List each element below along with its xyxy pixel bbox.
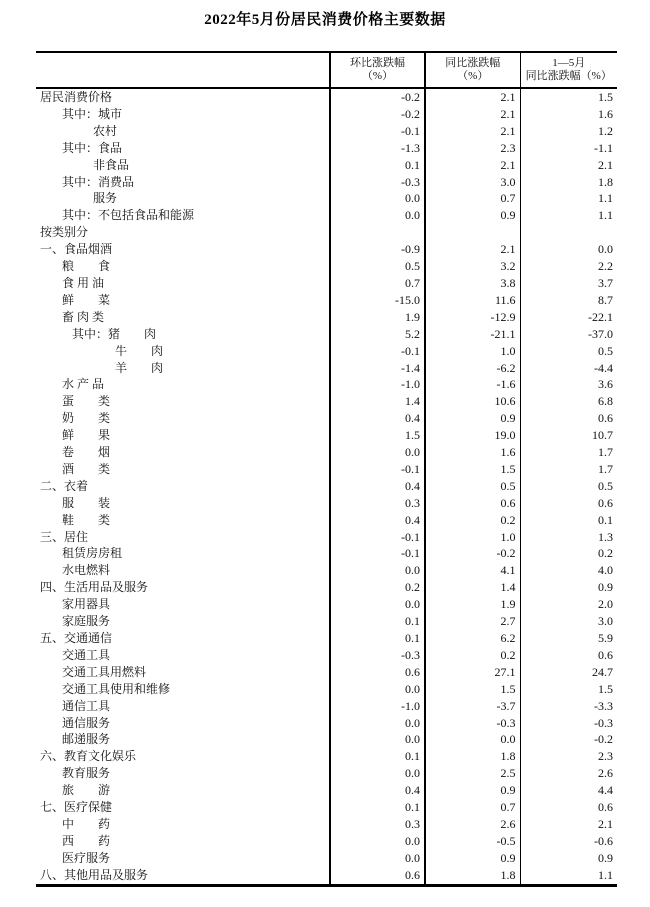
cell-mom: 1.4 [330, 393, 425, 410]
cell-mom: 5.2 [330, 326, 425, 343]
row-label: 交通工具 [62, 647, 111, 662]
row-label: 其中：猪 肉 [72, 326, 157, 341]
table-row [36, 681, 617, 698]
table-row [36, 326, 617, 343]
table-row [36, 596, 617, 613]
cell-yoy: -3.7 [425, 698, 520, 715]
cell-yoy: 2.1 [425, 106, 520, 123]
cell-yoy: 3.2 [425, 258, 520, 275]
cell-mom: -0.1 [330, 545, 425, 562]
cell-yoy: 1.8 [425, 867, 520, 885]
cell-yoy: -0.2 [425, 545, 520, 562]
row-label: 鲜 果 [62, 428, 111, 443]
cell-mom: -1.0 [330, 376, 425, 393]
table-row [36, 867, 617, 885]
cell-ytd: -4.4 [520, 360, 617, 377]
cell-mom: 0.0 [330, 444, 425, 461]
cell-yoy: 2.3 [425, 140, 520, 157]
cell-ytd: 1.5 [520, 88, 617, 106]
cell-yoy: 2.1 [425, 123, 520, 140]
cell-mom: 0.0 [330, 562, 425, 579]
cell-yoy: 3.0 [425, 174, 520, 191]
cell-ytd: 1.1 [520, 867, 617, 885]
row-label: 牛 肉 [115, 343, 164, 358]
row-label: 家用器具 [62, 597, 111, 612]
cell-ytd: -1.1 [520, 140, 617, 157]
cell-mom: -15.0 [330, 292, 425, 309]
cell-mom: 0.0 [330, 833, 425, 850]
cell-yoy: 1.4 [425, 579, 520, 596]
cell-ytd: 1.2 [520, 123, 617, 140]
row-label: 医疗服务 [62, 850, 111, 865]
row-label: 水电燃料 [62, 563, 111, 578]
table-body [36, 88, 617, 885]
cell-yoy: 0.9 [425, 207, 520, 224]
cell-yoy: 2.6 [425, 816, 520, 833]
cell-yoy: 0.6 [425, 495, 520, 512]
header-mom-line1: 环比涨跌幅 [350, 56, 405, 69]
table-row [36, 833, 617, 850]
row-label: 畜 肉 类 [62, 309, 105, 324]
cell-ytd: -0.2 [520, 731, 617, 748]
cell-yoy: -0.5 [425, 833, 520, 850]
cell-ytd: 0.2 [520, 545, 617, 562]
row-label: 其中：食品 [62, 140, 123, 155]
cpi-table [36, 51, 617, 887]
cell-mom: 0.0 [330, 731, 425, 748]
cell-mom: -0.9 [330, 241, 425, 258]
cell-yoy: 2.1 [425, 241, 520, 258]
cell-yoy: 0.9 [425, 850, 520, 867]
table-row [36, 224, 617, 241]
cell-ytd: 2.2 [520, 258, 617, 275]
cell-yoy: 19.0 [425, 427, 520, 444]
cell-yoy: -12.9 [425, 309, 520, 326]
table-row [36, 512, 617, 529]
row-label: 通信服务 [62, 715, 111, 730]
cell-ytd: 0.6 [520, 799, 617, 816]
cell-yoy: 0.5 [425, 478, 520, 495]
cell-mom: -1.4 [330, 360, 425, 377]
row-label: 一、食品烟酒 [40, 242, 113, 257]
cell-yoy: 2.5 [425, 765, 520, 782]
cell-mom: 0.4 [330, 478, 425, 495]
cell-yoy: 0.9 [425, 410, 520, 427]
table-row [36, 292, 617, 309]
cell-ytd: 5.9 [520, 630, 617, 647]
cell-ytd: 4.4 [520, 782, 617, 799]
cell-ytd: 3.7 [520, 275, 617, 292]
cell-mom: -1.0 [330, 698, 425, 715]
cell-yoy: 1.5 [425, 681, 520, 698]
table-row [36, 427, 617, 444]
cell-ytd [520, 224, 617, 241]
cell-mom: 0.5 [330, 258, 425, 275]
cell-mom: 0.0 [330, 681, 425, 698]
header-yoy-line2: （%） [457, 70, 489, 82]
cell-ytd: 0.5 [520, 478, 617, 495]
cell-mom: 0.3 [330, 816, 425, 833]
cell-yoy: -6.2 [425, 360, 520, 377]
row-label: 八、其他用品及服务 [40, 867, 149, 882]
row-label: 旅 游 [62, 783, 111, 798]
table-row [36, 630, 617, 647]
cell-mom: 1.5 [330, 427, 425, 444]
row-label: 其中：消费品 [62, 174, 135, 189]
cell-ytd: 3.6 [520, 376, 617, 393]
table-row [36, 748, 617, 765]
table-row [36, 495, 617, 512]
cell-yoy: 6.2 [425, 630, 520, 647]
row-label: 酒 类 [62, 461, 111, 476]
cell-ytd: 8.7 [520, 292, 617, 309]
cell-ytd: 1.3 [520, 529, 617, 546]
cell-yoy: 1.9 [425, 596, 520, 613]
cell-mom: 0.0 [330, 715, 425, 732]
cell-ytd: 0.0 [520, 241, 617, 258]
cell-mom: 0.0 [330, 190, 425, 207]
cell-yoy: 1.8 [425, 748, 520, 765]
cell-yoy: 2.1 [425, 88, 520, 106]
row-label: 服 装 [62, 495, 111, 510]
cell-mom: 0.7 [330, 275, 425, 292]
row-label: 按类别分 [40, 225, 89, 240]
cell-ytd: 1.8 [520, 174, 617, 191]
cell-yoy: 4.1 [425, 562, 520, 579]
cell-mom: -0.2 [330, 106, 425, 123]
header-ytd-cell [520, 52, 617, 88]
row-label: 卷 烟 [62, 445, 111, 460]
cell-ytd: 1.7 [520, 444, 617, 461]
cell-ytd: 1.5 [520, 681, 617, 698]
cell-ytd: -0.6 [520, 833, 617, 850]
cell-ytd: 0.5 [520, 343, 617, 360]
table-row [36, 799, 617, 816]
table-row [36, 545, 617, 562]
row-label: 中 药 [62, 816, 111, 831]
cell-ytd: 0.9 [520, 850, 617, 867]
table-row [36, 698, 617, 715]
table-row [36, 241, 617, 258]
cell-yoy: 0.7 [425, 799, 520, 816]
cell-mom: 0.3 [330, 495, 425, 512]
cell-yoy: 0.2 [425, 512, 520, 529]
row-label: 鞋 类 [62, 512, 111, 527]
header-ytd-line2: 同比涨跌幅（%） [525, 70, 612, 82]
table-row [36, 562, 617, 579]
cell-mom: -0.3 [330, 174, 425, 191]
row-label: 通信工具 [62, 698, 111, 713]
cell-yoy: 3.8 [425, 275, 520, 292]
row-label: 农村 [93, 123, 118, 138]
cell-ytd: -37.0 [520, 326, 617, 343]
cell-mom: 0.0 [330, 765, 425, 782]
cell-ytd: 2.1 [520, 157, 617, 174]
row-label: 三、居住 [40, 529, 89, 544]
cell-mom: 0.6 [330, 867, 425, 885]
table-row [36, 275, 617, 292]
table-row [36, 731, 617, 748]
cell-ytd: 1.1 [520, 190, 617, 207]
table-row [36, 258, 617, 275]
cell-ytd: 0.1 [520, 512, 617, 529]
cell-mom: 0.1 [330, 748, 425, 765]
cell-mom: 0.0 [330, 850, 425, 867]
table-row [36, 850, 617, 867]
row-label: 四、生活用品及服务 [40, 580, 149, 595]
cell-ytd: 2.6 [520, 765, 617, 782]
row-label: 交通工具用燃料 [62, 664, 147, 679]
cell-yoy [425, 224, 520, 241]
cell-yoy: 2.7 [425, 613, 520, 630]
row-label: 其中：不包括食品和能源 [62, 208, 195, 223]
row-label: 鲜 菜 [62, 292, 111, 307]
row-label: 服务 [93, 191, 118, 206]
cell-yoy: 1.0 [425, 343, 520, 360]
row-label: 奶 类 [62, 411, 111, 426]
table-header [36, 52, 617, 88]
cell-yoy: -0.3 [425, 715, 520, 732]
table-row [36, 647, 617, 664]
cell-ytd: 2.3 [520, 748, 617, 765]
table-row [36, 88, 617, 106]
row-label: 蛋 类 [62, 394, 111, 409]
table-row [36, 613, 617, 630]
cell-yoy: -21.1 [425, 326, 520, 343]
cell-yoy: 10.6 [425, 393, 520, 410]
cell-ytd: -22.1 [520, 309, 617, 326]
table-row [36, 529, 617, 546]
cell-mom: -0.1 [330, 529, 425, 546]
row-label: 七、医疗保健 [40, 800, 113, 815]
header-mom-cell [330, 52, 425, 88]
table-row [36, 174, 617, 191]
cell-mom: 0.4 [330, 410, 425, 427]
table-row [36, 190, 617, 207]
table-row [36, 393, 617, 410]
cell-yoy: 1.5 [425, 461, 520, 478]
row-label: 五、交通通信 [40, 631, 113, 645]
cell-mom: -0.2 [330, 88, 425, 106]
cell-yoy: 0.7 [425, 190, 520, 207]
cell-ytd: 24.7 [520, 664, 617, 681]
table-row [36, 816, 617, 833]
header-ytd-line1: 1—5月 [552, 56, 586, 69]
cell-ytd: 2.0 [520, 596, 617, 613]
cell-ytd: 1.7 [520, 461, 617, 478]
cell-ytd: 1.1 [520, 207, 617, 224]
cell-ytd: 3.0 [520, 613, 617, 630]
table-row [36, 664, 617, 681]
row-label: 其中：城市 [62, 106, 123, 121]
cell-mom: 0.1 [330, 799, 425, 816]
table-row [36, 376, 617, 393]
cell-yoy: 11.6 [425, 292, 520, 309]
cell-mom: 0.1 [330, 613, 425, 630]
table-row [36, 461, 617, 478]
table-row [36, 765, 617, 782]
cell-mom: -0.3 [330, 647, 425, 664]
table-row [36, 410, 617, 427]
cell-mom: -1.3 [330, 140, 425, 157]
table-row [36, 309, 617, 326]
row-label: 邮递服务 [62, 732, 111, 747]
cell-mom: 0.1 [330, 157, 425, 174]
table-row [36, 715, 617, 732]
cell-mom: 0.1 [330, 630, 425, 647]
table-row [36, 123, 617, 140]
table-row [36, 157, 617, 174]
cell-mom: 0.4 [330, 782, 425, 799]
cell-mom: 0.4 [330, 512, 425, 529]
cell-mom: -0.1 [330, 461, 425, 478]
cell-yoy: 1.6 [425, 444, 520, 461]
row-label: 西 药 [62, 833, 111, 848]
header-category-cell [36, 52, 330, 88]
cell-yoy: -1.6 [425, 376, 520, 393]
cell-mom: 0.2 [330, 579, 425, 596]
table-row [36, 343, 617, 360]
table-row [36, 106, 617, 123]
cell-ytd: 0.6 [520, 495, 617, 512]
row-label: 水 产 品 [62, 377, 105, 392]
cell-mom: -0.1 [330, 123, 425, 140]
cell-ytd: 10.7 [520, 427, 617, 444]
cell-mom: 0.6 [330, 664, 425, 681]
cell-mom: -0.1 [330, 343, 425, 360]
cell-yoy: 2.1 [425, 157, 520, 174]
header-yoy-line1: 同比涨跌幅 [445, 56, 501, 69]
cell-ytd: 0.9 [520, 579, 617, 596]
cell-ytd: 0.6 [520, 647, 617, 664]
row-label: 交通工具使用和维修 [62, 681, 171, 696]
table-row [36, 444, 617, 461]
table-row [36, 360, 617, 377]
row-label: 家庭服务 [62, 614, 111, 629]
cell-ytd: 0.6 [520, 410, 617, 427]
row-label: 居民消费价格 [40, 90, 113, 104]
cell-ytd: -3.3 [520, 698, 617, 715]
table-row [36, 579, 617, 596]
cell-mom: 0.0 [330, 596, 425, 613]
cell-yoy: 0.2 [425, 647, 520, 664]
header-row [36, 52, 617, 88]
cell-ytd: 6.8 [520, 393, 617, 410]
header-yoy-cell [425, 52, 520, 88]
cell-mom: 1.9 [330, 309, 425, 326]
cell-mom: 0.0 [330, 207, 425, 224]
row-label: 羊 肉 [115, 360, 164, 375]
cell-ytd: 1.6 [520, 106, 617, 123]
cell-yoy: 27.1 [425, 664, 520, 681]
cell-mom [330, 224, 425, 241]
page-title: 2022年5月份居民消费价格主要数据 [204, 12, 446, 28]
row-label: 粮 食 [62, 259, 111, 274]
cell-ytd: 4.0 [520, 562, 617, 579]
row-label: 食 用 油 [62, 275, 105, 290]
row-label: 教育服务 [62, 766, 111, 781]
table-row [36, 140, 617, 157]
row-label: 非食品 [93, 157, 130, 172]
table-row [36, 478, 617, 495]
header-mom-line2: （%） [361, 70, 394, 82]
cell-ytd: -0.3 [520, 715, 617, 732]
row-label: 二、衣着 [40, 478, 89, 493]
row-label: 六、教育文化娱乐 [40, 749, 137, 764]
cell-yoy: 0.0 [425, 731, 520, 748]
table-row [36, 207, 617, 224]
cell-yoy: 1.0 [425, 529, 520, 546]
cell-yoy: 0.9 [425, 782, 520, 799]
row-label: 租赁房房租 [62, 546, 123, 561]
cell-ytd: 2.1 [520, 816, 617, 833]
table-row [36, 782, 617, 799]
